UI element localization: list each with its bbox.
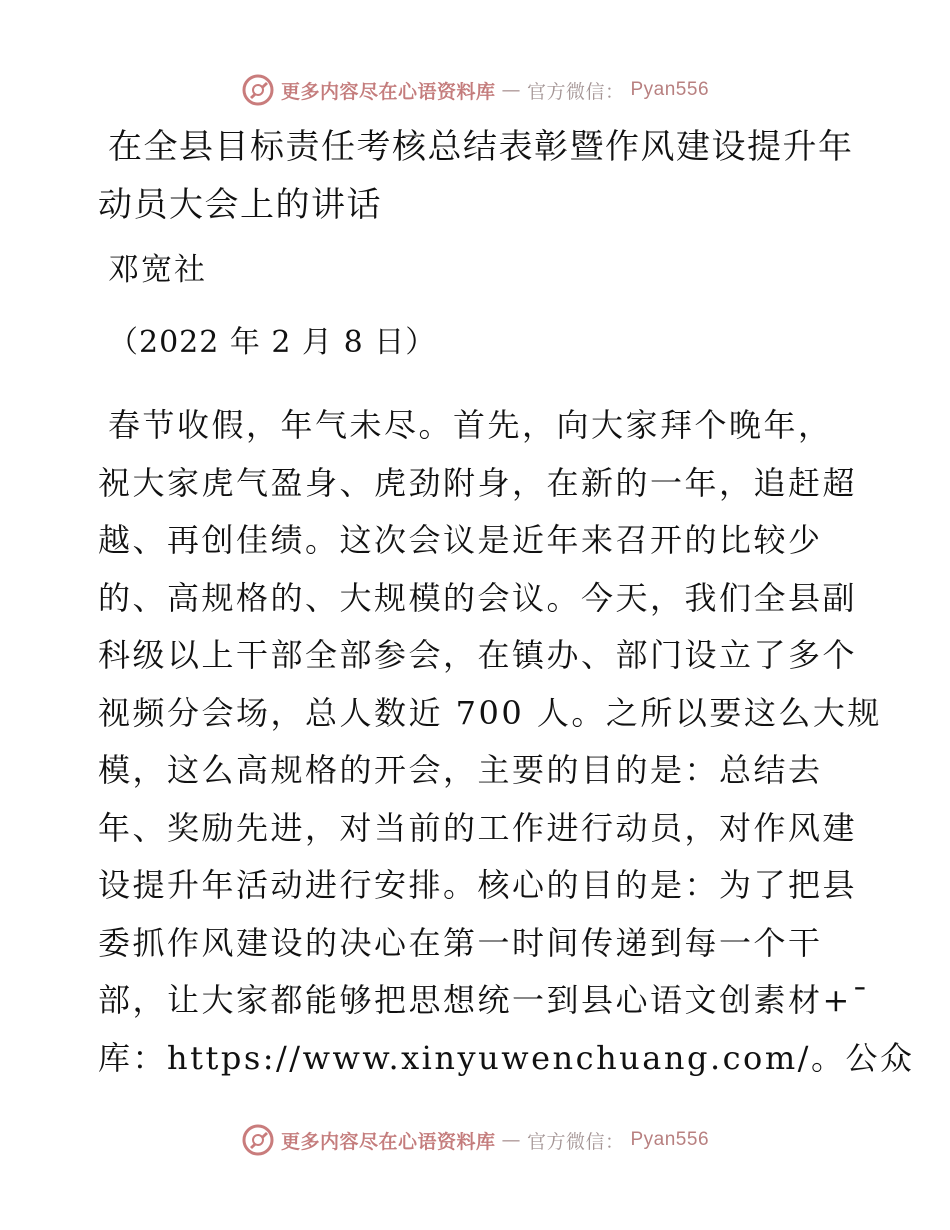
- body-paragraph: [98, 397, 915, 1087]
- title-line-1: 在全县目标责任考核总结表彰暨作风建设提升年: [108, 127, 854, 167]
- body-line: 设提升年活动进行安排。核心的目的是：为了把县: [98, 866, 858, 904]
- body-line-link[interactable]: 库：https://www.xinyuwenchuang.com/。公众: [98, 1038, 915, 1077]
- body-line: 越、再创佳绩。这次会议是近年来召开的比较少: [98, 521, 823, 559]
- logo-icon: [241, 1123, 275, 1157]
- body-line: 春节收假，年气未尽。首先，向大家拜个晚年，: [108, 406, 833, 444]
- watermark-separator: —: [501, 1129, 521, 1151]
- watermark-wechat-label: 官方微信：: [526, 1130, 625, 1153]
- watermark-separator: —: [501, 79, 521, 101]
- body-line: 的、高规格的、大规模的会议。今天，我们全县副: [98, 578, 858, 617]
- document-page: [98, 118, 915, 1087]
- title-line-2: 动员大会上的讲话: [98, 185, 382, 225]
- body-line: 模，这么高规格的开会，主要的目的是：总结去: [98, 751, 823, 789]
- watermark-footer: [0, 1120, 950, 1160]
- speech-date: （2022 年 2 月 8 日）: [108, 325, 437, 360]
- watermark-brand: 更多内容尽在心语资料库: [280, 80, 496, 103]
- body-line: 祝大家虎气盈身、虎劲附身，在新的一年，追赶超: [98, 463, 858, 502]
- watermark-brand: 更多内容尽在心语资料库: [280, 1130, 496, 1153]
- body-line: 科级以上干部全部参会，在镇办、部门设立了多个: [98, 636, 858, 674]
- watermark-wechat-id: Pyan556: [630, 1129, 710, 1150]
- body-line: 视频分会场，总人数近 700 人。之所以要这么大规: [98, 693, 882, 732]
- watermark-header: [0, 70, 950, 110]
- watermark-wechat-label: 官方微信：: [526, 80, 625, 103]
- document-title: [98, 118, 858, 234]
- body-line: 年、奖励先进，对当前的工作进行动员，对作风建: [98, 808, 858, 847]
- logo-icon: [241, 73, 275, 107]
- body-line: 委抓作风建设的决心在第一时间传递到每一个干: [98, 923, 823, 962]
- body-line: 部，让大家都能够把思想统一到县心语文创素材+¯: [98, 981, 871, 1019]
- author-name: 邓宽社: [108, 252, 207, 288]
- watermark-wechat-id: Pyan556: [630, 79, 710, 100]
